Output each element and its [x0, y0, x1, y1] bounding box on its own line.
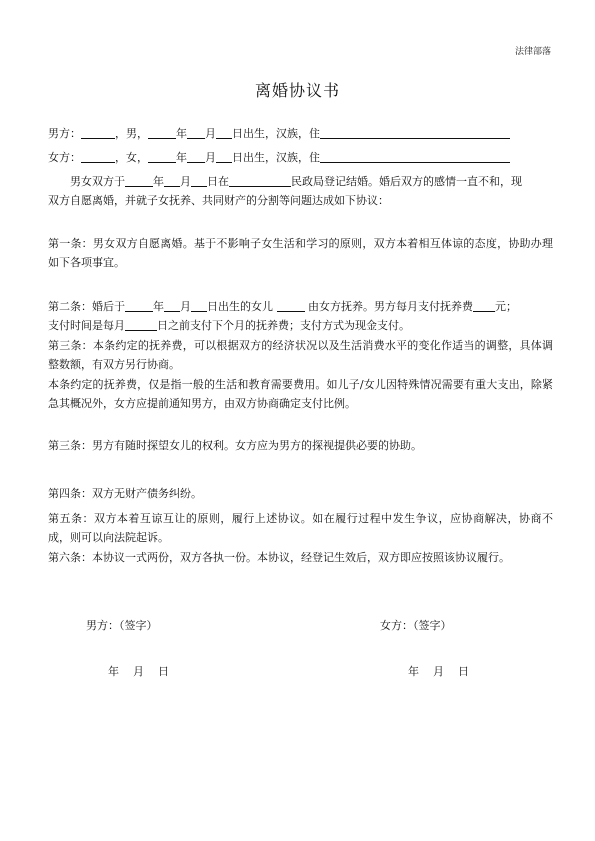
article-1: 第一条：男女双方自愿离婚。基于不影响子女生活和学习的原则，双方本着相互体谅的态度，协助办理如下各项事宜。	[48, 237, 553, 269]
intro-month-label: 月	[180, 175, 191, 188]
male-birth-day-blank[interactable]	[216, 126, 232, 139]
male-label: 男方：	[48, 127, 81, 140]
marriage-year-blank[interactable]	[125, 174, 153, 187]
support-amount-blank[interactable]	[473, 299, 495, 312]
daughter-birth-day-blank[interactable]	[191, 299, 207, 312]
male-month-label: 月	[205, 127, 216, 140]
male-name-blank[interactable]	[81, 126, 115, 139]
intro-line-2: 双方自愿离婚，并就子女抚养、共同财产的分割等问题达成如下协议：	[48, 194, 389, 207]
article-2-text-b: 日出生的女儿	[207, 300, 273, 313]
article-2-line-2	[48, 316, 553, 335]
male-signature[interactable]: 男方：（签字）	[86, 619, 158, 632]
article-4: 第四条：双方无财产债务纠纷。	[48, 487, 202, 500]
article-2-text-e: 支付时间是每月	[48, 319, 125, 332]
intro-year-label: 年	[153, 175, 164, 188]
intro-line-1	[48, 172, 553, 191]
article-2-year-label: 年	[153, 300, 164, 313]
intro-text-1: 男女双方于	[70, 175, 125, 188]
male-info-line	[48, 124, 553, 143]
article-6: 第六条：本协议一式两份，双方各执一份。本协议，经登记生效后，双方即应按照该协议履行。	[48, 551, 510, 564]
article-2-line-1	[48, 297, 553, 316]
daughter-name-blank[interactable]	[277, 299, 305, 312]
male-born-text: 日出生，汉族，住	[232, 127, 320, 140]
female-month-label: 月	[205, 151, 216, 164]
article-2-text-c: 由女方抚养。男方每月支付抚养费	[308, 300, 473, 313]
male-year-label: 年	[176, 127, 187, 140]
intro-text-rest: 民政局登记结婚。婚后双方的感情一直不和，现	[291, 175, 522, 188]
article-3-adjustment: 第三条：本条约定的抚养费，可以根据双方的经济状况以及生活消费水平的变化作适当的调整，具体调整数额，有双方另行协商。	[48, 339, 553, 371]
intro-day-at: 日在	[207, 175, 229, 188]
daughter-birth-year-blank[interactable]	[125, 299, 153, 312]
male-birth-year-blank[interactable]	[148, 126, 176, 139]
female-born-text: 日出生，汉族，住	[232, 151, 320, 164]
article-2-month-label: 月	[180, 300, 191, 313]
header-category: 法律部落	[514, 47, 551, 57]
marriage-month-blank[interactable]	[164, 174, 180, 187]
female-birth-month-blank[interactable]	[187, 150, 205, 163]
female-address-blank[interactable]	[320, 150, 510, 163]
marriage-day-blank[interactable]	[191, 174, 207, 187]
article-2-text-a: 第二条：婚后于	[48, 300, 125, 313]
female-signature[interactable]: 女方：（签字）	[380, 619, 452, 632]
registry-blank[interactable]	[229, 174, 291, 187]
male-sign-date[interactable]: 年 月 日	[108, 665, 169, 678]
article-5: 第五条：双方本着互谅互让的原则，履行上述协议。如在履行过程中发生争议，应协商解决，协商不成，则可以向法院起诉。	[48, 512, 553, 544]
page-title: 离婚协议书	[254, 81, 340, 100]
female-gender-text: ，女，	[115, 151, 148, 164]
article-3-expenses: 本条约定的抚养费，仅是指一般的生活和教育需要费用。如儿子/女儿因特殊情况需要有重大支出，除紧急其概况外，女方应提前通知男方，由双方协商确定支付比例。	[48, 378, 553, 410]
payment-day-blank[interactable]	[125, 318, 157, 331]
article-3-visitation: 第三条：男方有随时探望女儿的权利。女方应为男方的探视提供必要的协助。	[48, 439, 422, 452]
article-2-text-d: 元；	[495, 300, 517, 313]
female-birth-day-blank[interactable]	[216, 150, 232, 163]
female-birth-year-blank[interactable]	[148, 150, 176, 163]
female-info-line	[48, 148, 553, 167]
female-label: 女方：	[48, 151, 81, 164]
male-birth-month-blank[interactable]	[187, 126, 205, 139]
daughter-birth-month-blank[interactable]	[164, 299, 180, 312]
female-year-label: 年	[176, 151, 187, 164]
male-gender-text: ，男，	[115, 127, 148, 140]
female-sign-date[interactable]: 年 月 日	[408, 665, 469, 678]
female-name-blank[interactable]	[81, 150, 115, 163]
male-address-blank[interactable]	[320, 126, 510, 139]
article-2-text-f: 日之前支付下个月的抚养费；支付方式为现金支付。	[157, 319, 410, 332]
